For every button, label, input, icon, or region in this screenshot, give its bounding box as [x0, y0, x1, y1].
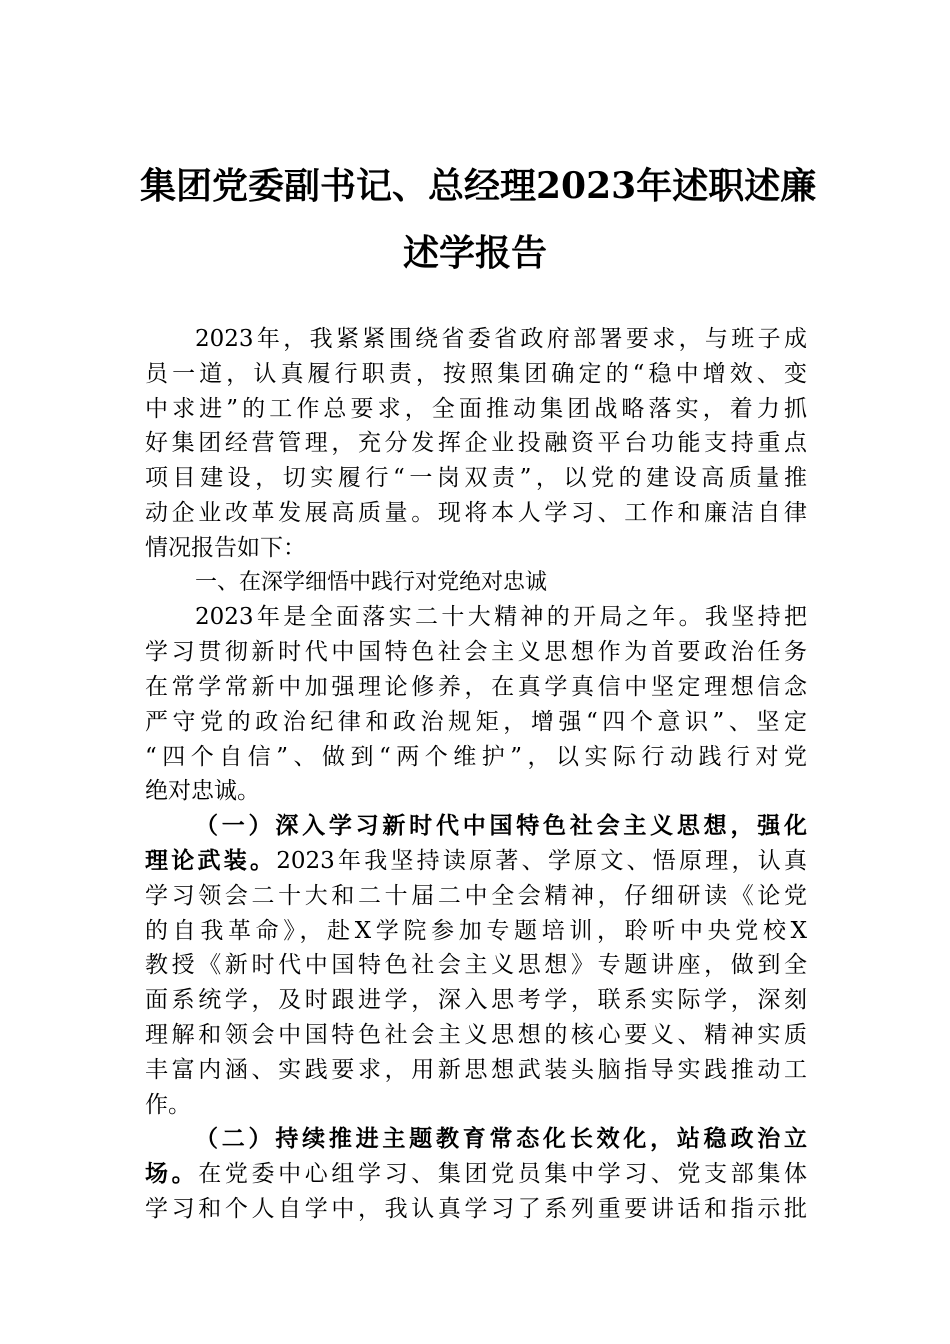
paragraph-line: 学习领会二十大和二十届二中全会精神，仔细研读《论党	[145, 882, 807, 909]
document-body	[145, 322, 807, 1227]
paragraph-line: 教授《新时代中国特色社会主义思想》专题讲座，做到全	[145, 952, 807, 979]
paragraph-line: 面系统学，及时跟进学，深入思考学，联系实际学，深刻	[145, 987, 807, 1014]
paragraph-line: 好集团经营管理，充分发挥企业投融资平台功能支持重点	[145, 430, 807, 457]
paragraph-line	[145, 1157, 807, 1192]
subsection-heading-end: 场。	[145, 1160, 199, 1188]
paragraph-line: 丰富内涵、实践要求，用新思想武装头脑指导实践推动工	[145, 1056, 807, 1083]
subsection-heading: （一）深入学习新时代中国特色社会主义思想，强化	[195, 812, 807, 840]
paragraph-line: 作。	[145, 1091, 191, 1118]
paragraph-line: 中求进”的工作总要求，全面推动集团战略落实，着力抓	[145, 395, 807, 422]
paragraph-line: 项目建设，切实履行“一岗双责”，以党的建设高质量推	[145, 465, 807, 492]
paragraph-line: 2023年是全面落实二十大精神的开局之年。我坚持把	[195, 604, 807, 631]
paragraph-line: 理解和领会中国特色社会主义思想的核心要义、精神实质	[145, 1021, 807, 1048]
subsection-heading-end: 理论武装。	[145, 846, 277, 874]
paragraph-line: 的自我革命》，赴X学院参加专题培训，聆听中央党校X	[145, 917, 807, 944]
paragraph-line: 学习和个人自学中，我认真学习了系列重要讲话和指示批	[145, 1195, 807, 1222]
paragraph-line: 2023年，我紧紧围绕省委省政府部署要求，与班子成	[195, 326, 807, 352]
paragraph-line: 员一道，认真履行职责，按照集团确定的“稳中增效、变	[145, 360, 807, 387]
document-title-line-1: 集团党委副书记、总经理2023年述职述廉	[140, 165, 817, 207]
paragraph-line: “四个自信”、做到“两个维护”，以实际行动践行对党	[145, 743, 807, 770]
paragraph-line: 情况报告如下：	[145, 534, 306, 561]
paragraph-text: 2023年我坚持读原著、学原文、悟原理，认真	[276, 847, 807, 874]
paragraph-line: 动企业改革发展高质量。现将本人学习、工作和廉洁自律	[145, 499, 807, 526]
section-heading: 一、在深学细悟中践行对党绝对忠诚	[195, 569, 548, 595]
paragraph-line: 在常学常新中加强理论修养，在真学真信中坚定理想信念	[145, 673, 807, 700]
paragraph-line: 绝对忠诚。	[145, 778, 260, 805]
document-title-line-2: 述学报告	[402, 232, 547, 274]
paragraph-text: 在党委中心组学习、集团党员集中学习、党支部集体	[198, 1161, 807, 1188]
paragraph-line	[145, 844, 807, 879]
subsection-heading: （二）持续推进主题教育常态化长效化，站稳政治立	[195, 1125, 807, 1153]
paragraph-line: 学习贯彻新时代中国特色社会主义思想作为首要政治任务	[145, 639, 807, 666]
paragraph-line: 严守党的政治纪律和政治规矩，增强“四个意识”、坚定	[145, 708, 807, 735]
